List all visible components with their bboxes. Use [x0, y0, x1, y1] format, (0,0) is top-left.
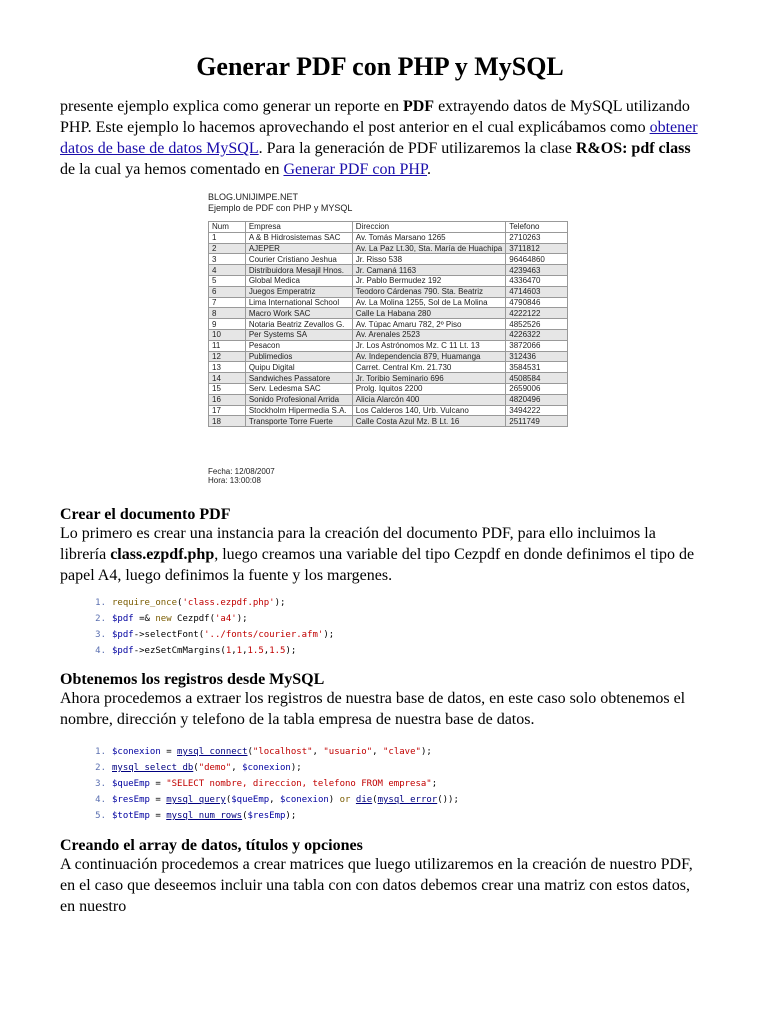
table-cell: Pesacon — [245, 340, 352, 351]
table-cell: Sandwiches Passatore — [245, 373, 352, 384]
code-block-crear — [80, 595, 334, 659]
table-cell: 9 — [209, 319, 246, 330]
table-cell: 6 — [209, 286, 246, 297]
code-line — [80, 776, 459, 792]
table-cell: Jr. Risso 538 — [352, 254, 505, 265]
table-cell: Sonido Profesional Arrida — [245, 394, 352, 405]
table-header-cell: Telefono — [506, 222, 568, 233]
table-cell: 11 — [209, 340, 246, 351]
link-obtener-datos[interactable]: obtener datos de base de datos MySQL — [60, 119, 698, 157]
table-cell: Per Systems SA — [245, 329, 352, 340]
table-cell: 3872066 — [506, 340, 568, 351]
section-crear-paragraph: Lo primero es crear una instancia para la creación del documento PDF, para ello incluimos la librería class.ezpdf.php, luego creamos una variable del tipo Cezpdf en donde definimos el tipo de papel A4, luego definimos la fuente y los margenes. — [60, 525, 695, 584]
table-cell: AJEPER — [245, 243, 352, 254]
table-cell: Courier Cristiano Jeshua — [245, 254, 352, 265]
figure-date: Fecha: 12/08/2007 — [208, 467, 275, 476]
code-line-text: $queEmp = "SELECT nombre, direccion, telefono FROM empresa"; — [112, 779, 438, 789]
table-cell: Teodoro Cárdenas 790. Sta. Beatriz — [352, 286, 505, 297]
table-cell: A & B Hidrosistemas SAC — [245, 232, 352, 243]
code-line — [80, 627, 334, 643]
table-cell: Distribuidora Mesajil Hnos. — [245, 265, 352, 276]
link-generar-pdf[interactable]: Generar PDF con PHP — [283, 161, 428, 178]
figure-time: Hora: 13:00:08 — [208, 476, 261, 485]
section-heading-registros: Obtenemos los registros desde MySQL — [60, 671, 325, 688]
table-cell: 17 — [209, 405, 246, 416]
code-line-text: mysql_select_db("demo", $conexion); — [112, 763, 302, 773]
table-cell: 312436 — [506, 351, 568, 362]
code-line-text: require_once('class.ezpdf.php'); — [112, 598, 286, 608]
table-cell: Quipu Digital — [245, 362, 352, 373]
table-row — [209, 416, 568, 427]
table-cell: Transporte Torre Fuerte — [245, 416, 352, 427]
table-cell: Notaria Beatriz Zevallos G. — [245, 319, 352, 330]
table-cell: Av. La Paz Lt.30, Sta. María de Huachipa — [352, 243, 505, 254]
code-line — [80, 595, 334, 611]
figure-title: Ejemplo de PDF con PHP y MYSQL — [208, 203, 353, 213]
intro-paragraph: presente ejemplo explica como generar un reporte en PDF extrayendo datos de MySQL utilizando PHP. Este ejemplo lo hacemos aprovechando el post anterior en el cual explicábamos como obtener datos de base de datos MySQL. Para la generación de PDF utilizaremos la clase R&OS: pdf class de la cual ya hemos comentado en Generar PDF con PHP. — [60, 98, 698, 178]
table-row — [209, 319, 568, 330]
section-array-paragraph: A continuación procedemos a crear matrices que luego utilizaremos en la creación de nuestro PDF, en el caso que deseemos incluir una tabla con con datos debemos crear una matriz con estos datos, en nuestro — [60, 856, 693, 915]
table-cell: Lima International School — [245, 297, 352, 308]
section-heading-crear: Crear el documento PDF — [60, 506, 231, 523]
table-row — [209, 373, 568, 384]
table-cell: Global Medica — [245, 275, 352, 286]
table-cell: 4852526 — [506, 319, 568, 330]
table-cell: Av. Independencia 879, Huamanga — [352, 351, 505, 362]
code-line — [80, 760, 459, 776]
table-cell: 4336470 — [506, 275, 568, 286]
table-cell: Publimedios — [245, 351, 352, 362]
table-row — [209, 265, 568, 276]
table-cell: Av. La Molina 1255, Sol de La Molina — [352, 297, 505, 308]
code-line-number: 1. — [95, 747, 106, 757]
table-cell: 2710263 — [506, 232, 568, 243]
table-row — [209, 362, 568, 373]
table-cell: Prolg. Iquitos 2200 — [352, 383, 505, 394]
code-line-text: $totEmp = mysql_num_rows($resEmp); — [112, 811, 297, 821]
table-cell: 15 — [209, 383, 246, 394]
table-header-cell: Empresa — [245, 222, 352, 233]
table-row — [209, 232, 568, 243]
table-cell: Jr. Pablo Bermudez 192 — [352, 275, 505, 286]
code-line-number: 4. — [95, 646, 106, 656]
code-line-number: 1. — [95, 598, 106, 608]
table-row — [209, 394, 568, 405]
table-cell: Calle La Habana 280 — [352, 308, 505, 319]
table-cell: 4 — [209, 265, 246, 276]
code-block-registros — [80, 744, 459, 824]
code-line-number: 4. — [95, 795, 106, 805]
table-cell: 18 — [209, 416, 246, 427]
table-cell: 7 — [209, 297, 246, 308]
table-cell: Macro Work SAC — [245, 308, 352, 319]
table-header-cell: Num — [209, 222, 246, 233]
table-row — [209, 329, 568, 340]
table-cell: 2511749 — [506, 416, 568, 427]
table-cell: 4239463 — [506, 265, 568, 276]
table-cell: 3 — [209, 254, 246, 265]
table-cell: 10 — [209, 329, 246, 340]
table-cell: 4714603 — [506, 286, 568, 297]
table-cell: Av. Arenales 2523 — [352, 329, 505, 340]
code-line-number: 3. — [95, 630, 106, 640]
table-row — [209, 383, 568, 394]
table-cell: Av. Túpac Amaru 782, 2º Piso — [352, 319, 505, 330]
table-row — [209, 308, 568, 319]
table-cell: Carret. Central Km. 21.730 — [352, 362, 505, 373]
table-cell: 2659006 — [506, 383, 568, 394]
table-cell: 16 — [209, 394, 246, 405]
code-line-number: 5. — [95, 811, 106, 821]
table-cell: 13 — [209, 362, 246, 373]
table-cell: 4222122 — [506, 308, 568, 319]
table-cell: Stockholm Hipermedia S.A. — [245, 405, 352, 416]
code-line — [80, 744, 459, 760]
page-title: Generar PDF con PHP y MySQL — [196, 52, 564, 81]
table-row — [209, 351, 568, 362]
table-cell: Jr. Los Astrónomos Mz. C 11 Lt. 13 — [352, 340, 505, 351]
table-cell: 96464860 — [506, 254, 568, 265]
table-cell: Jr. Camaná 1163 — [352, 265, 505, 276]
table-cell: 5 — [209, 275, 246, 286]
section-registros-paragraph: Ahora procedemos a extraer los registros de nuestra base de datos, en este caso solo obtenemos el nombre, dirección y telefono de la tabla empresa de nuestra base de datos. — [60, 690, 686, 728]
code-line-number: 3. — [95, 779, 106, 789]
table-cell: Jr. Toribio Seminario 696 — [352, 373, 505, 384]
table-cell: 4790846 — [506, 297, 568, 308]
code-line-text: $pdf =& new Cezpdf('a4'); — [112, 614, 248, 624]
table-cell: 3494222 — [506, 405, 568, 416]
table-header-cell: Direccion — [352, 222, 505, 233]
code-line-text: $pdf->selectFont('../fonts/courier.afm'); — [112, 630, 335, 640]
code-line-number: 2. — [95, 763, 106, 773]
table-cell: 3711812 — [506, 243, 568, 254]
table-cell: 4508584 — [506, 373, 568, 384]
table-cell: Av. Tomás Marsano 1265 — [352, 232, 505, 243]
empresa-table — [208, 221, 568, 427]
table-row — [209, 340, 568, 351]
table-cell: 1 — [209, 232, 246, 243]
code-line-number: 2. — [95, 614, 106, 624]
table-row — [209, 405, 568, 416]
code-line — [80, 792, 459, 808]
table-cell: 8 — [209, 308, 246, 319]
code-line — [80, 808, 459, 824]
table-cell: Juegos Emperatriz — [245, 286, 352, 297]
table-cell: 3584531 — [506, 362, 568, 373]
table-cell: Alicia Alarcón 400 — [352, 394, 505, 405]
table-row — [209, 243, 568, 254]
section-heading-array: Creando el array de datos, títulos y opciones — [60, 837, 363, 854]
table-cell: 2 — [209, 243, 246, 254]
figure-footer — [208, 467, 275, 485]
code-line — [80, 611, 334, 627]
table-cell: 4226322 — [506, 329, 568, 340]
table-cell: 4820496 — [506, 394, 568, 405]
code-line — [80, 643, 334, 659]
figure-blog-name: BLOG.UNIJIMPE.NET — [208, 192, 299, 202]
code-line-text: $resEmp = mysql_query($queEmp, $conexion) or die(mysql_error()); — [112, 795, 459, 805]
code-line-text: $pdf->ezSetCmMargins(1,1,1.5,1.5); — [112, 646, 297, 656]
table-cell: Los Calderos 140, Urb. Vulcano — [352, 405, 505, 416]
table-cell: Serv. Ledesma SAC — [245, 383, 352, 394]
table-row — [209, 297, 568, 308]
table-row — [209, 254, 568, 265]
table-row — [209, 275, 568, 286]
table-cell: Calle Costa Azul Mz. B Lt. 16 — [352, 416, 505, 427]
table-row — [209, 286, 568, 297]
table-cell: 14 — [209, 373, 246, 384]
table-cell: 12 — [209, 351, 246, 362]
code-line-text: $conexion = mysql_connect("localhost", "usuario", "clave"); — [112, 747, 432, 757]
